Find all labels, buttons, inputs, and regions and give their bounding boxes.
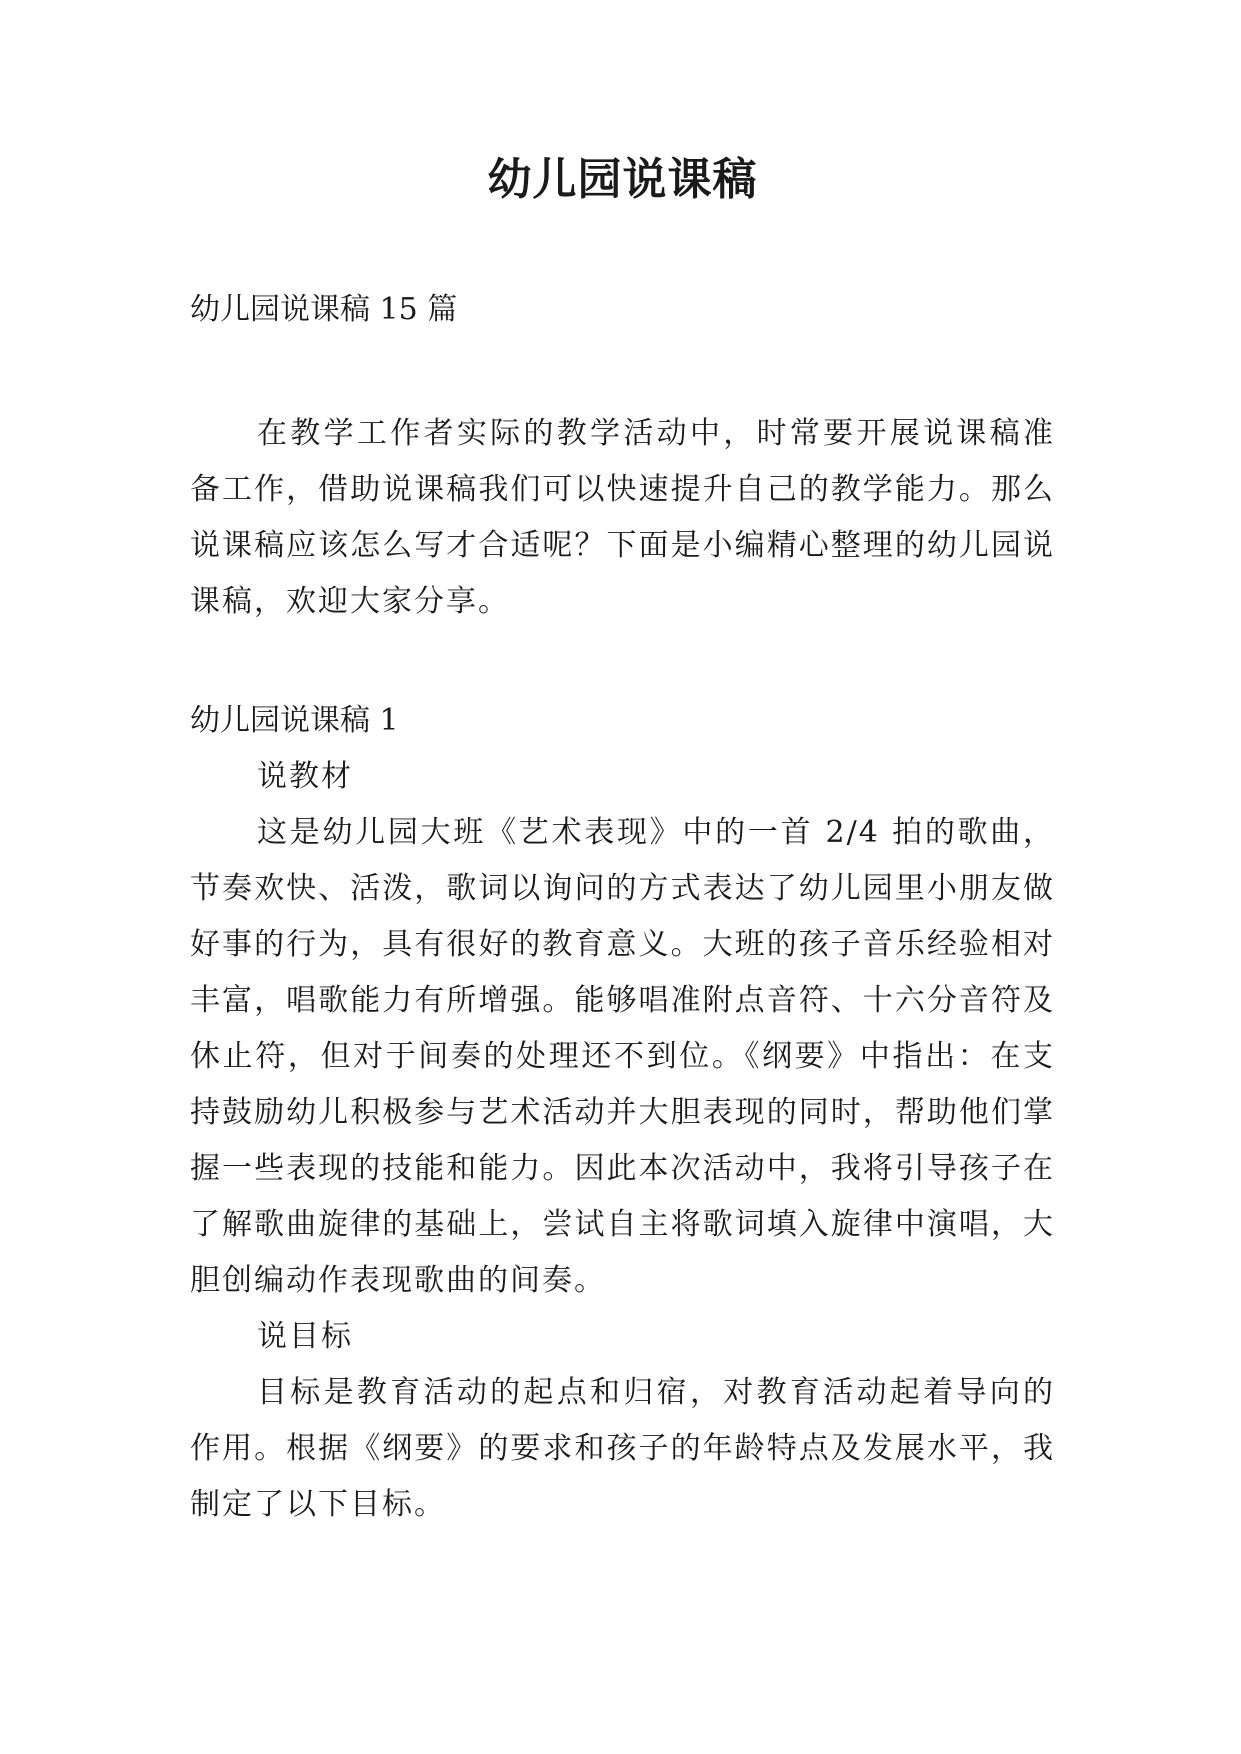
heading-material: 说教材 (257, 759, 353, 794)
document-subtitle: 幼儿园说课稿 15 篇 (190, 292, 458, 327)
document-title: 幼儿园说课稿 (487, 154, 758, 205)
paragraph-material: 这是幼儿园大班《艺术表现》中的一首 2/4 拍的歌曲，节奏欢快、活泼，歌词以询问的方式表达了幼儿园里小朋友做好事的行为，具有很好的教育意义。大班的孩子音乐经验相对丰富，唱歌能力有所增强。能够唱准附点音符、十六分音符及休止符，但对于间奏的处理还不到位。《纲要》中指出：在支持鼓励幼儿积极参与艺术活动并大胆表现的同时，帮助他们掌握一些表现的技能和能力。因此本次活动中，我将引导孩子在了解歌曲旋律的基础上，尝试自主将歌词填入旋律中演唱，大胆创编动作表现歌曲的间奏。 (190, 815, 1055, 1298)
paragraph-goal: 目标是教育活动的起点和归宿，对教育活动起着导向的作用。根据《纲要》的要求和孩子的年龄特点及发展水平，我制定了以下目标。 (190, 1375, 1055, 1522)
intro-paragraph: 在教学工作者实际的教学活动中，时常要开展说课稿准备工作，借助说课稿我们可以快速提升自己的教学能力。那么说课稿应该怎么写才合适呢？下面是小编精心整理的幼儿园说课稿，欢迎大家分享。 (190, 416, 1055, 619)
section-1 (190, 693, 1055, 1533)
heading-goal: 说目标 (257, 1319, 353, 1354)
section-title: 幼儿园说课稿 1 (190, 703, 399, 738)
